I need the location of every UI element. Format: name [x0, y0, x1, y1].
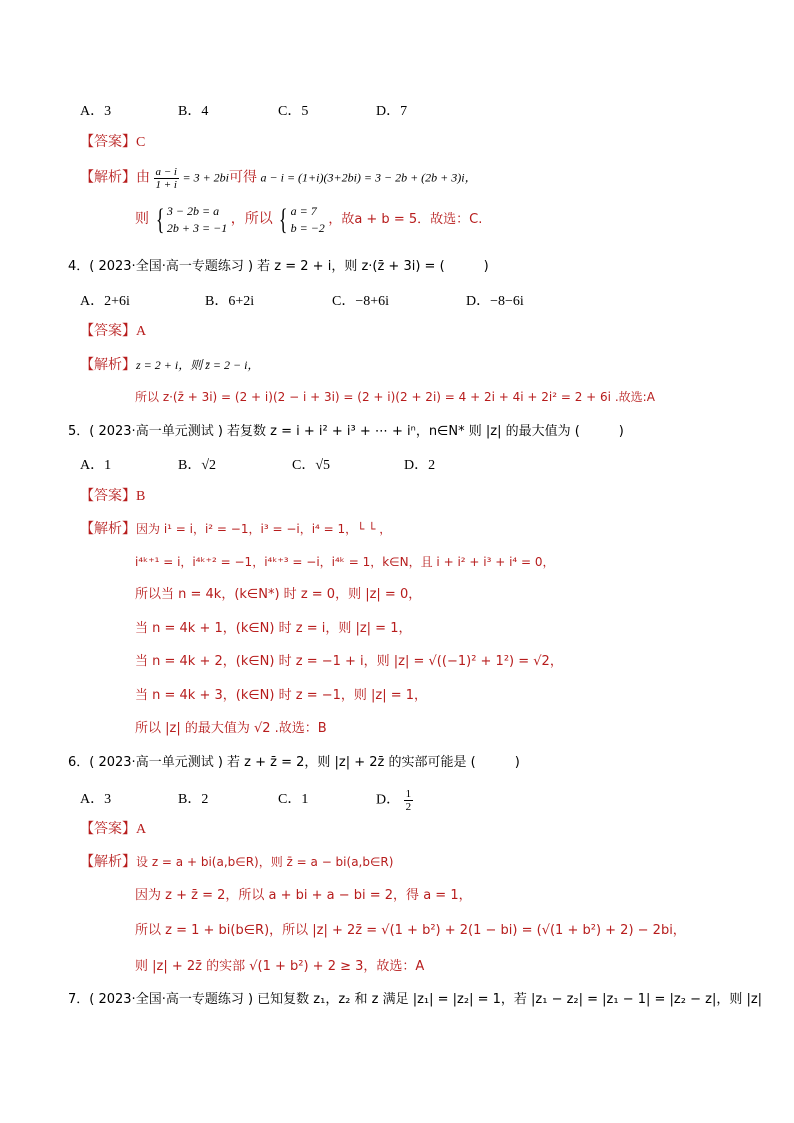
answer-label: 【答案】 — [80, 134, 136, 150]
q5-option-d: D．2 — [404, 458, 436, 473]
analysis-label: 【解析】 — [80, 854, 136, 870]
analysis-label: 【解析】 — [80, 521, 136, 537]
q5-answer — [80, 487, 145, 506]
answer-label: 【答案】 — [80, 488, 136, 504]
q6-option-c: C．1 — [278, 792, 309, 807]
q5-analysis-line1: 【解析】因为 i¹ = i，i² = −1，i³ = −i，i⁴ = 1，└ └ ， — [80, 521, 392, 537]
q3-answer — [80, 133, 145, 152]
left-brace: { — [279, 203, 288, 236]
q6-stem: 6．( 2023·高一单元测试 ) 若 z + z̄ = 2，则 |z| + 2z̄ 的实部可能是 ( ) — [68, 755, 520, 770]
q5-option-a: A．1 — [80, 458, 112, 473]
answer-value: A — [136, 822, 147, 837]
q6-analysis-line3: 所以 z = 1 + bi(b∈R)，所以 |z| + 2z̄ = √(1 + b²) + 2(1 − bi) = (√(1 + b²) + 2) − 2bi， — [135, 923, 686, 938]
q5-analysis-line2: i⁴ᵏ⁺¹ = i，i⁴ᵏ⁺² = −1，i⁴ᵏ⁺³ = −i，i⁴ᵏ = 1，k∈N，且 i + i² + i³ + i⁴ = 0， — [135, 555, 555, 569]
q6-answer — [80, 820, 146, 839]
q4-option-b: B．6+2i — [205, 294, 255, 309]
q5-analysis-line3: 所以当 n = 4k，(k∈N*) 时 z = 0，则 |z| = 0， — [135, 587, 422, 602]
answer-value: A — [136, 324, 147, 339]
q6-analysis-line4: 则 |z| + 2z̄ 的实部 √(1 + b²) + 2 ≥ 3，故选：A — [135, 959, 425, 974]
answer-label: 【答案】 — [80, 323, 136, 339]
q5-option-b: B．√2 — [178, 458, 217, 473]
q3-option-d: D．7 — [376, 104, 408, 119]
q6-analysis-line2: 因为 z + z̄ = 2，所以 a + bi + a − bi = 2，得 a = 1， — [135, 888, 472, 903]
q5-analysis-line4: 当 n = 4k + 1，(k∈N) 时 z = i，则 |z| = 1， — [135, 621, 412, 636]
q6-option-b: B．2 — [178, 792, 209, 807]
q5-stem: 5．( 2023·高一单元测试 ) 若复数 z = i + i² + i³ + ⋯ + iⁿ，n∈N* 则 |z| 的最大值为 ( ) — [68, 424, 624, 439]
q6-option-d: D． $\frac{1}{2}$ — [376, 788, 412, 813]
q5-analysis-line7: 所以 |z| 的最大值为 √2 .故选：B — [135, 721, 327, 736]
q3-option-c: C．5 — [278, 104, 309, 119]
equation-system: a = 7 b = −2 — [290, 204, 325, 235]
q4-analysis-line2: 所以 z·(z̄ + 3i) = (2 + i)(2 − i + 3i) = (2 + i)(2 + 2i) = 4 + 2i + 4i + 2i² = 2 + 6i .故选:A — [135, 390, 655, 404]
fraction: $\frac{1}{2}$ — [405, 788, 412, 813]
analysis-label: 【解析】 — [80, 357, 136, 373]
q4-option-c: C．−8+6i — [332, 294, 390, 309]
answer-value: C — [136, 135, 146, 150]
q3-option-a: A．3 — [80, 104, 112, 119]
analysis-label: 【解析】 — [80, 169, 136, 186]
q3-analysis-line2: 则 { 3 − 2b = a 2b + 3 = −1 ，所以 { a = 7 b = −2 ，故a + b = 5．故选：C. — [135, 203, 483, 236]
q5-analysis-line5: 当 n = 4k + 2，(k∈N) 时 z = −1 + i，则 |z| = √((−1)² + 1²) = √2， — [135, 654, 563, 669]
q4-option-d: D．−8−6i — [466, 294, 524, 309]
q4-option-a: A．2+6i — [80, 294, 130, 309]
q4-answer — [80, 322, 146, 341]
q3-analysis-line1: 【解析】由 $\frac{a - i}{1 + i}$ = 3 + 2bi可得 a − i = (1+i)(3+2bi) = 3 − 2b + (2b + 3)i， — [80, 166, 477, 191]
equation-system: 3 − 2b = a 2b + 3 = −1 — [166, 204, 228, 235]
left-brace: { — [155, 203, 165, 236]
answer-value: B — [136, 489, 146, 504]
q3-option-b: B．4 — [178, 104, 209, 119]
q5-analysis-line6: 当 n = 4k + 3，(k∈N) 时 z = −1，则 |z| = 1， — [135, 688, 428, 703]
answer-label: 【答案】 — [80, 821, 136, 837]
q4-analysis-line1: 【解析】z = 2 + i，则 z̄ = 2 − i， — [80, 357, 260, 373]
q7-stem: 7．( 2023·全国·高一专题练习 ) 已知复数 z₁，z₂ 和 z 满足 |z₁| = |z₂| = 1，若 |z₁ − z₂| = |z₁ − 1| = |z₂ − z|，则 |z| — [68, 992, 763, 1007]
q6-option-a: A．3 — [80, 792, 112, 807]
q5-option-c: C．√5 — [292, 458, 331, 473]
q6-analysis-line1: 【解析】设 z = a + bi(a,b∈R)，则 z̄ = a − bi(a,b∈R) — [80, 854, 394, 870]
fraction: $\frac{a - i}{1 + i}$ — [155, 166, 177, 191]
q4-stem: 4．( 2023·全国·高一专题练习 ) 若 z = 2 + i，则 z·(z̄ + 3i) = ( ) — [68, 259, 489, 274]
